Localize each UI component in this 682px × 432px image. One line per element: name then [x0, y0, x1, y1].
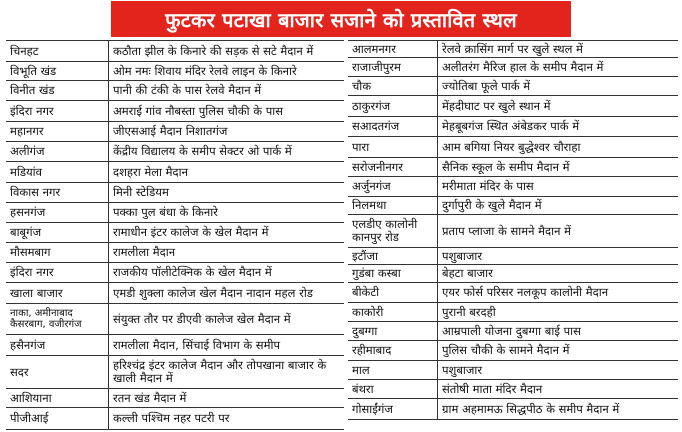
proposed-site: रेलवे क्रासिंग मार्ग पर खुले स्थल में	[442, 41, 583, 56]
area-name: आशियाना	[6, 389, 109, 407]
proposed-site: रामाधीन इंटर कालेज के खेल मैदान में	[113, 225, 269, 239]
proposed-site: पक्का पुल बंधा के किनारे	[113, 205, 218, 219]
area-name: विकास नगर	[6, 183, 109, 202]
proposed-site: एयर फोर्स परिसर नलकूप कालोनी मैदान	[442, 285, 609, 299]
table-row	[6, 263, 344, 283]
table-row	[6, 356, 344, 389]
table-row	[6, 142, 344, 162]
table-row	[348, 197, 678, 215]
area-name: मौसमबाग	[6, 243, 109, 262]
table-row	[348, 117, 678, 137]
area-name: काकोरी	[348, 303, 438, 321]
area-name: मडियांव	[6, 162, 109, 182]
area-name: नाका, अमीनाबाद कैसरबाग, वजीरगंज	[6, 304, 109, 334]
area-name: निलमथा	[348, 197, 438, 214]
table-row	[6, 389, 344, 408]
area-name: आलमनगर	[348, 41, 438, 57]
proposed-site: रतन खंड मैदान में	[113, 390, 187, 405]
proposed-site: मेहबूबगंज स्थित अंबेडकर पार्क में	[442, 119, 580, 133]
proposed-site: ओम नमः शिवाय मंदिर रेलवे लाइन के किनारे	[113, 63, 297, 78]
area-name: विभूति खंड	[6, 62, 109, 80]
area-name: ठाकुरगंज	[348, 96, 438, 116]
area-name: चिनहट	[6, 41, 109, 61]
table-row	[348, 137, 678, 158]
table-row	[6, 223, 344, 243]
table-row	[6, 243, 344, 263]
proposed-site: अलीतरंग मैरिज हाल के समीप मैदान में	[442, 59, 604, 74]
area-name: इटौंजा	[348, 248, 438, 264]
proposed-site: कठौता झील के किनारे की सड़क से सटे मैदान में	[113, 43, 314, 58]
table-row	[6, 62, 344, 81]
proposed-site: राजकीय पॉलीटेक्निक के खेल मैदान में	[113, 265, 272, 279]
proposed-site: ग्राम अहमामऊ सिद्धपीठ के समीप मैदान में	[442, 401, 620, 416]
table-row	[348, 265, 678, 283]
proposed-site: मिनी स्टेडियम	[113, 185, 169, 199]
table-row	[348, 41, 678, 58]
proposed-site: ज्योतिबा फूले पार्क में	[442, 78, 531, 93]
table-row	[6, 304, 344, 335]
proposed-site: पशुबाजार	[442, 248, 483, 263]
proposed-site: कल्ली पश्चिम नहर पटरी पर	[113, 411, 230, 425]
area-name: महानगर	[6, 122, 109, 141]
proposed-site: मेंहदीघाट पर खुले स्थान में	[442, 98, 551, 113]
proposed-site: पानी की टंकी के पास रेलवे मैदान में	[113, 83, 262, 97]
proposed-site: रामलीला मैदान	[113, 245, 176, 259]
area-name: माल	[348, 361, 438, 379]
table-row	[6, 408, 344, 430]
area-name: खाला बाजार	[6, 283, 109, 303]
area-name: गोसाईंगंज	[348, 399, 438, 419]
area-name: रहीमाबाद	[348, 341, 438, 360]
proposed-site: पुलिस चौकी के सामने मैदान में	[442, 343, 570, 357]
area-name: विनीत खंड	[6, 81, 109, 100]
area-name: राजाजीपुरम	[348, 58, 438, 76]
area-name: सदर	[6, 356, 109, 388]
proposed-site: हरिश्चंद्र इंटर कालेज मैदान और तोपखाना बाजार के खाली मैदान में	[113, 358, 327, 385]
table-row	[6, 183, 344, 203]
table-row	[348, 399, 678, 420]
proposed-site: पुरानी बरदही	[442, 304, 496, 319]
table-row	[348, 248, 678, 265]
area-name: बाबूगंज	[6, 223, 109, 242]
table-row	[6, 335, 344, 356]
table-row	[6, 122, 344, 142]
table-row	[348, 322, 678, 341]
page-title: फुटकर पटाखा बाजार सजाने को प्रस्तावित स्थल	[111, 1, 571, 37]
proposed-site: प्रताप प्लाजा के सामने मैदान में	[442, 223, 571, 238]
proposed-site: केंद्रीय विद्यालय के समीप सेक्टर ओ पार्क में	[113, 144, 292, 158]
table-row	[6, 283, 344, 304]
table-row	[6, 101, 344, 122]
proposed-site: एमडी शुक्ला कालेज खेल मैदान नादान महल रोड	[113, 285, 313, 300]
area-name: चौक	[348, 77, 438, 95]
left-table	[6, 40, 344, 430]
proposed-site: आम बगिया नियर बुद्धेश्वर चौराहा	[442, 139, 581, 154]
proposed-site: दुर्गापुरी के खुले मैदान में	[442, 198, 542, 212]
area-name: इंदिरा नगर	[6, 101, 109, 121]
table-row	[348, 380, 678, 399]
table-row	[348, 341, 678, 361]
proposed-site: सैनिक स्कूल के समीप मैदान में	[442, 159, 570, 174]
proposed-site: संयुक्त तौर पर डीएवी कालेज खेल मैदान में	[113, 311, 291, 326]
area-name: पीजीआई	[6, 408, 109, 429]
area-name: हसैनगंज	[6, 335, 109, 355]
area-name: सरोजनीनगर	[348, 158, 438, 176]
area-name: अर्जुनगंज	[348, 177, 438, 196]
proposed-site: आम्रपाली योजना दुबग्गा बाई पास	[442, 323, 581, 338]
proposed-site: रामलीला मैदान, सिंचाई विभाग के समीप	[113, 337, 280, 352]
header	[0, 0, 682, 38]
table-row	[348, 215, 678, 248]
area-name: इंदिरा नगर	[6, 263, 109, 282]
area-name: गुडंबा कस्बा	[348, 265, 438, 282]
proposed-site: पशुबाजार	[442, 362, 483, 377]
table-row	[348, 361, 678, 380]
proposed-site: जीएसआई मैदान निशातगंज	[113, 124, 228, 138]
table-row	[6, 162, 344, 183]
area-name: पारा	[348, 137, 438, 157]
right-table	[348, 40, 678, 420]
table-row	[348, 158, 678, 177]
proposed-site: अमराई गांव नौबस्ता पुलिस चौकी के पास	[113, 103, 283, 118]
table-row	[6, 203, 344, 223]
table-row	[6, 41, 344, 62]
area-name: एलडीए कालोनी कानपुर रोड	[348, 215, 438, 247]
proposed-site: संतोषी माता मंदिर मैदान	[442, 381, 543, 396]
area-name: अलीगंज	[6, 142, 109, 161]
table-row	[348, 303, 678, 322]
table-row	[348, 58, 678, 77]
area-name: दुबग्गा	[348, 322, 438, 340]
table-row	[348, 283, 678, 303]
table-row	[348, 77, 678, 96]
table-row	[348, 177, 678, 197]
proposed-site: दशहरा मेला मैदान	[113, 164, 189, 179]
area-name: सआदतगंज	[348, 117, 438, 136]
table-row	[6, 81, 344, 101]
proposed-site: बेहटा बाजार	[442, 266, 493, 280]
area-name: बीकेटी	[348, 283, 438, 302]
proposed-site: मरीमाता मंदिर के पास	[442, 179, 534, 193]
area-name: बंथरा	[348, 380, 438, 398]
area-name: हसनगंज	[6, 203, 109, 222]
table-row	[348, 96, 678, 117]
